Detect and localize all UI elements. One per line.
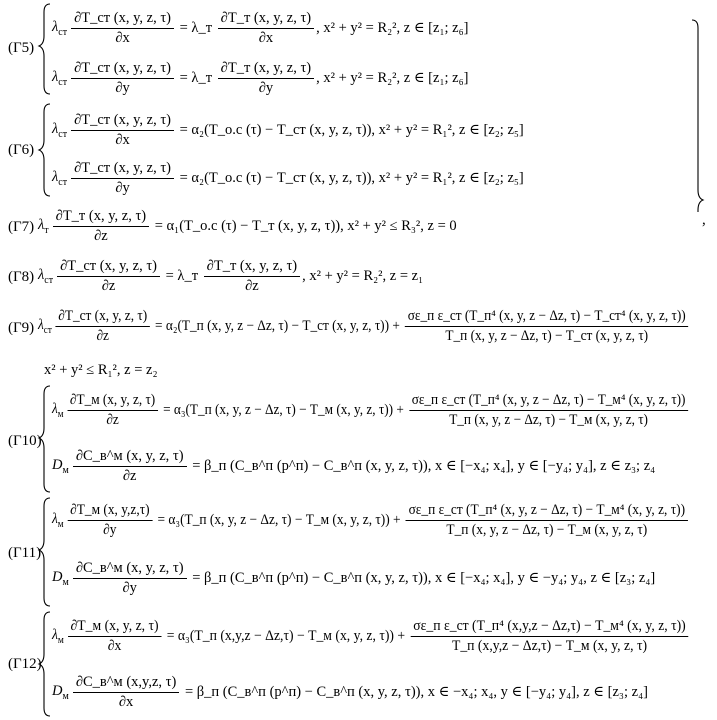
denominator: ∂z <box>106 412 119 428</box>
equation-g5a <box>52 10 468 47</box>
fraction <box>71 10 174 47</box>
equation-text: = α₃(T_п (x,y,z − Δz,τ) − T_м (x, y, z, τ)) + <box>163 628 409 644</box>
label-g9: (Г9) <box>8 320 35 336</box>
fraction <box>67 502 152 539</box>
numerator: ∂C_в^м (x,y,z, τ) <box>73 674 180 693</box>
coefficient: $\lambda_{ст}$ <box>38 267 54 286</box>
fraction <box>405 308 688 345</box>
coefficient: $\lambda_{ст}$ <box>52 169 68 188</box>
denominator: ∂x <box>118 694 134 710</box>
closing-brace <box>692 20 703 212</box>
denominator: ∂z <box>101 278 116 294</box>
numerator: ∂T_т (x, y, z, τ) <box>218 10 314 29</box>
equation-text: x² + y² ≤ R₁², z = z₂ <box>44 362 158 378</box>
equation-text: = α₂(T_о.с (τ) − T_ст (x, y, z, τ)), x² + y² = R₁², z ∈ [z₂; z₅] <box>176 170 524 186</box>
equation-text: = α₃(T_п (x, y, z − Δz, τ) − T_м (x, y, z, τ)) + <box>154 512 404 528</box>
numerator: σε_п ε_ст (T_п⁴ (x, y, z − Δz, τ) − T_м⁴ (x, y, z, τ)) <box>406 502 688 521</box>
brace-g10 <box>39 386 50 492</box>
numerator: ∂T_т (x, y, z, τ) <box>204 258 300 277</box>
equation-g9b <box>44 362 158 379</box>
fraction <box>57 258 160 295</box>
denominator: ∂y <box>103 522 117 538</box>
label-g11: (Г11) <box>8 545 42 561</box>
equation-g12a <box>52 618 690 655</box>
equation-text: = α₂(T_п (x, y, z − Δz, τ) − T_ст (x, y, z, τ)) + <box>151 318 404 334</box>
denominator: T_п (x, y, z − Δz, τ) − T_м (x, y, z, τ) <box>446 522 648 538</box>
denominator: ∂y <box>258 80 274 96</box>
equation-text: , x² + y² = R₂², z = z₁ <box>302 268 424 284</box>
equation-text: = λ_т <box>176 20 216 36</box>
equation-text: , x² + y² = R₂², z ∈ [z₁; z₆] <box>316 70 469 86</box>
label-g7: (Г7) <box>8 219 35 235</box>
fraction <box>204 258 300 295</box>
label-g6: (Г6) <box>8 142 35 158</box>
equation-text: = β_п (C_в^п (p^п) − C_в^п (x, y, z, τ)), x ∈ [−x₄; x₄], y ∈ [−y₄; y₄], z ∈ z₃; z₄ <box>188 458 656 474</box>
fraction <box>56 308 150 345</box>
numerator: ∂T_ст (x, y, z, τ) <box>56 308 150 327</box>
denominator: T_п (x, y, z − Δz, τ) − T_ст (x, y, z, τ) <box>445 328 649 344</box>
fraction <box>71 112 174 149</box>
numerator: ∂T_м (x, y,z,τ) <box>67 502 152 521</box>
denominator: T_п (x,y,z − Δz,τ) − T_м (x, y, z, τ) <box>451 638 648 654</box>
fraction <box>67 392 158 429</box>
coefficient: $D_м$ <box>52 457 69 476</box>
numerator: ∂T_ст (x, y, z, τ) <box>57 258 160 277</box>
coefficient: $\lambda_м$ <box>52 627 64 646</box>
brace-g11 <box>39 498 50 606</box>
fraction <box>71 160 174 197</box>
coefficient: $D_м$ <box>52 683 69 702</box>
label-g8: (Г8) <box>8 269 35 285</box>
equation-g10a <box>52 392 690 429</box>
coefficient: $\lambda_м$ <box>52 511 64 530</box>
coefficient: $\lambda_{ст}$ <box>52 69 68 88</box>
denominator: ∂x <box>115 132 130 148</box>
equation-g8 <box>38 258 423 295</box>
denominator: ∂y <box>122 580 137 596</box>
brace-g6 <box>39 104 50 196</box>
denominator: ∂x <box>107 638 122 654</box>
equation-text: = α₃(T_п (x, y, z − Δz, τ) − T_м (x, y, z, τ)) + <box>159 402 408 418</box>
numerator: ∂T_ст (x, y, z, τ) <box>71 160 174 179</box>
numerator: ∂T_ст (x, y, z, τ) <box>71 60 174 79</box>
equation-g11a <box>52 502 690 539</box>
equation-g6a <box>52 112 524 149</box>
equation-text: = β_п (C_в^п (p^п) − C_в^п (x, y, z, τ)), x ∈ [−x₄; x₄], y ∈ −y₄; y₄, z ∈ [z₃; z₄] <box>188 570 656 586</box>
fraction <box>53 208 149 245</box>
numerator: ∂T_т (x, y, z, τ) <box>53 208 149 227</box>
numerator: ∂T_ст (x, y, z, τ) <box>71 10 174 29</box>
equation-g12b <box>52 674 648 711</box>
fraction <box>71 60 174 97</box>
coefficient: $\lambda_{ст}$ <box>38 317 52 336</box>
brace-g12 <box>39 612 50 716</box>
label-g10: (Г10) <box>8 433 42 449</box>
coefficient: $\lambda_м$ <box>52 401 64 420</box>
denominator: T_п (x, y, z − Δz, τ) − T_м (x, y, z, τ) <box>449 412 648 428</box>
fraction <box>218 10 314 47</box>
fraction <box>73 560 187 597</box>
numerator: ∂C_в^м (x, y, z, τ) <box>73 448 187 467</box>
coefficient: $\lambda_т$ <box>38 217 49 236</box>
label-g5: (Г5) <box>8 40 35 56</box>
denominator: ∂z <box>96 328 109 344</box>
denominator: ∂x <box>115 30 130 46</box>
equation-g5b <box>52 60 468 97</box>
equation-g7 <box>38 208 457 245</box>
fraction <box>73 674 180 711</box>
equation-g9 <box>38 308 690 345</box>
fraction <box>218 60 314 97</box>
equation-text: = λ_т <box>162 268 202 284</box>
fraction <box>406 502 688 539</box>
numerator: ∂T_м (x, y, z, τ) <box>68 618 162 637</box>
fraction <box>409 392 688 429</box>
equation-g6b <box>52 160 524 197</box>
denominator: ∂y <box>115 80 130 96</box>
fraction <box>68 618 162 655</box>
label-g12: (Г12) <box>8 656 42 672</box>
equation-text: = α₂(T_о.с (τ) − T_ст (x, y, z, τ)), x² + y² = R₁², z ∈ [z₂; z₅] <box>176 122 524 138</box>
numerator: σε_п ε_ст (T_п⁴ (x, y, z − Δz, τ) − T_м⁴ (x, y, z, τ)) <box>409 392 688 411</box>
numerator: σε_п ε_ст (T_п⁴ (x,y,z − Δz,τ) − T_м⁴ (x, y, z, τ)) <box>410 618 688 637</box>
denominator: ∂z <box>122 468 137 484</box>
equation-text: = λ_т <box>176 70 216 86</box>
fraction <box>410 618 688 655</box>
equation-g10b <box>52 448 655 485</box>
coefficient: $\lambda_{ст}$ <box>52 19 68 38</box>
equation-text: , x² + y² = R₂², z ∈ [z₁; z₆] <box>316 20 469 36</box>
brace-g5 <box>39 4 50 94</box>
denominator: ∂x <box>258 30 274 46</box>
fraction <box>73 448 187 485</box>
numerator: ∂T_ст (x, y, z, τ) <box>71 112 174 131</box>
denominator: ∂y <box>115 180 130 196</box>
coefficient: $D_м$ <box>52 569 69 588</box>
equation-text: = α₁(T_о.с (τ) − T_т (x, y, z, τ)), x² + y² ≤ R₃², z = 0 <box>151 218 457 234</box>
coefficient: $\lambda_{ст}$ <box>52 121 68 140</box>
trailing-comma: , <box>702 212 706 228</box>
denominator: ∂z <box>245 278 259 294</box>
numerator: ∂T_т (x, y, z, τ) <box>218 60 314 79</box>
equation-text: = β_п (C_в^п (p^п) − C_в^п (x, y, z, τ)), x ∈ −x₄; x₄, y ∈ [−y₄; y₄], z ∈ [z₃; z₄] <box>181 684 648 700</box>
denominator: ∂z <box>94 228 108 244</box>
numerator: σε_п ε_ст (T_п⁴ (x, y, z − Δz, τ) − T_ст⁴ (x, y, z, τ)) <box>405 308 688 327</box>
numerator: ∂C_в^м (x, y, z, τ) <box>73 560 187 579</box>
equation-g11b <box>52 560 655 597</box>
numerator: ∂T_м (x, y, z, τ) <box>67 392 158 411</box>
